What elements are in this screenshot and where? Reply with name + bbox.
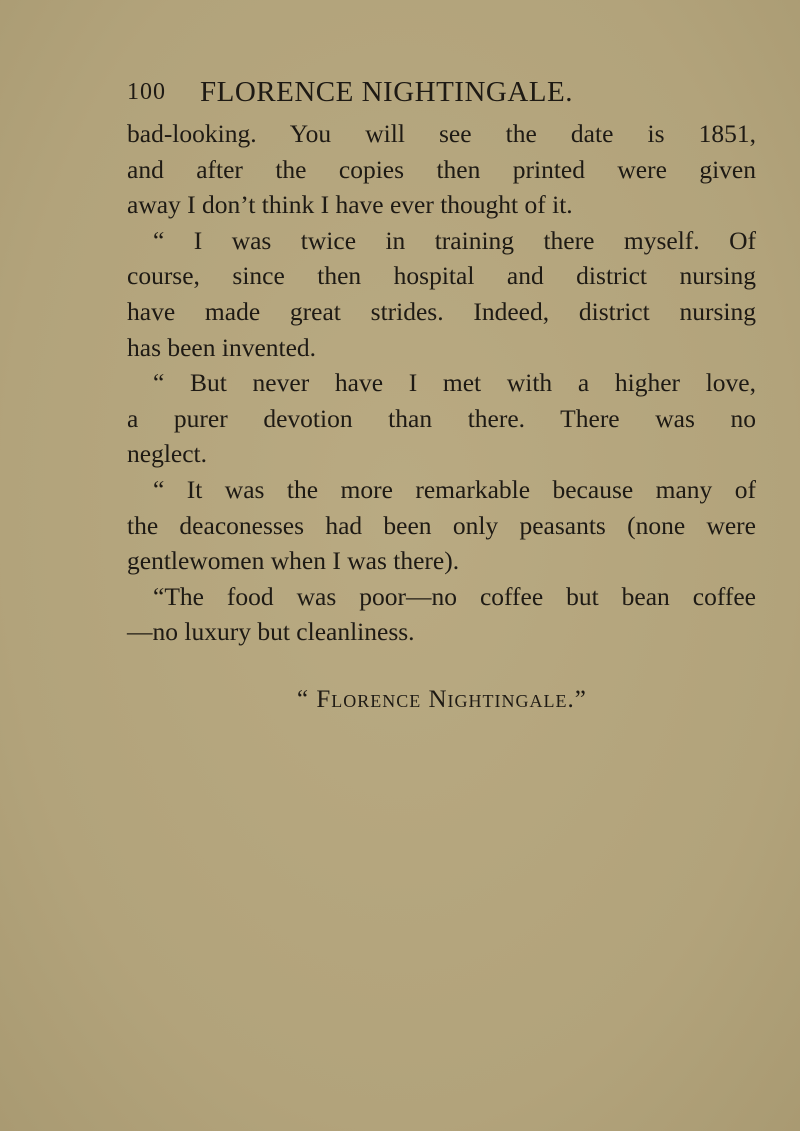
text-line: “ But never have I met with a higher love, xyxy=(153,368,756,398)
text-line: away I don’t think I have ever thought of it. xyxy=(127,190,573,220)
text-line: “ I was twice in training there myself. Of xyxy=(153,225,756,255)
text-line: the deaconesses had been only peasants (none were xyxy=(127,510,756,540)
text-line: have made great strides. Indeed, district nursing xyxy=(127,296,756,326)
page-number: 100 xyxy=(127,79,166,105)
text-line: “The food was poor—no coffee but bean coffee xyxy=(153,581,756,611)
text-line: gentlewomen when I was there). xyxy=(127,546,460,576)
text-line: bad-looking. You will see the date is 1851, xyxy=(127,119,756,148)
text-line: has been invented. xyxy=(127,332,317,362)
signature: “ Florence Nightingale.” xyxy=(297,686,587,713)
body-text xyxy=(127,116,756,650)
text-line: —no luxury but cleanliness. xyxy=(127,617,415,647)
text-line: and after the copies then printed were given xyxy=(127,154,756,184)
running-header xyxy=(127,76,757,112)
text-line: neglect. xyxy=(127,439,207,469)
text-line: a purer devotion than there. There was no xyxy=(127,403,756,433)
running-title: FLORENCE NIGHTINGALE. xyxy=(200,76,573,108)
text-line: “ It was the more remarkable because many of xyxy=(153,474,756,504)
text-line: course, since then hospital and district nursing xyxy=(127,261,756,291)
